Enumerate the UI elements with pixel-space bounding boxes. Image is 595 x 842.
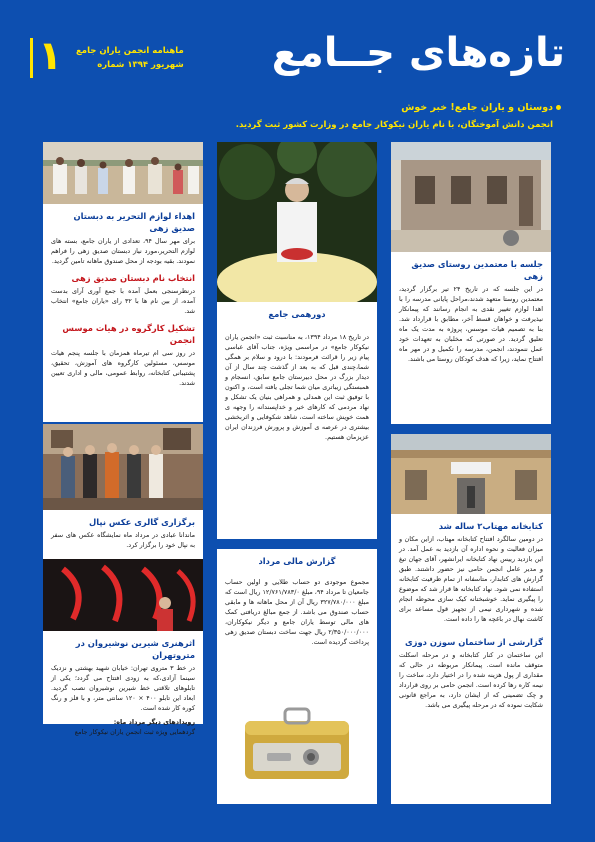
library-photo — [391, 434, 551, 514]
finance-body: مجموع موجودی دو حساب طلایی و اولین حساب جامعیان تا مرداد ۹۴، مبلغ ۱۲/۷۶۱/۷۸۳/۰ ریال است که مبلغ ۳۲۷/۷۸۰/۰۰۰ ریال آن از محل ماهانه ها و مابقی حساب صندوق می باشد. از جمع مبالغ دریافتی کمک های مالی توسط یاران جامع و دیگر نیکوکاران، ۲/۳۵۰/۰۰۰/۰۰۰ ریال جهت ساخت دبستان صدیق زهی پرداخت گردیده است. — [225, 578, 369, 646]
finance-box — [217, 549, 377, 804]
publication-name: ماهنامه انجمن یاران جامع — [76, 46, 184, 56]
embroidery-heading: گزارشی از ساختمان سوزن دوزی — [404, 637, 543, 647]
nepal-heading: برگزاری گالری عکس نپال — [88, 517, 195, 527]
workgroup-heading: تشکیل کارگروه در هیات موسس انجمن — [62, 323, 195, 345]
nepal-gallery-box — [43, 510, 203, 559]
nepal-body: ماندانا عبادی در مرداد ماه نمایشگاه عکس های سفر به نپال خود را برگزار کرد. — [51, 531, 195, 549]
library-box — [391, 514, 551, 804]
supplies-heading: اهداء لوازم التحریر به دبستان صدیق زهی — [73, 211, 195, 233]
nepal-gallery-photo — [43, 424, 203, 510]
left-column-top — [43, 204, 203, 422]
workgroup-body: در روز سی ام تیرماه همزمان با جلسه پنجم هیات موسس، مسئولین کارگروه های آموزش، تحقیق، پشتیبانی کتابخانه، روابط عمومی، مالی و اداری تعیین شدند. — [51, 349, 195, 387]
metro-artwork-photo — [43, 559, 203, 631]
library-heading: کتابخانه مهتاب۲ ساله شد — [438, 521, 543, 531]
events-body: گردهمایی ویژه ثبت انجمن یاران نیکوکار جامع — [74, 728, 195, 736]
village-meeting-box — [391, 252, 551, 424]
metro-artwork-box — [43, 631, 203, 736]
events-label: رویدادهای دیگر مرداد ماه: — [113, 718, 195, 726]
village-meeting-body: در این جلسه که در تاریخ ۲۴ تیر برگزار گردید، معتمدین روستا متعهد شدند،مراحل پایانی مدرسه را با اهدا لوازم تغییر نقدی به انجام رسانند که پیمانکار نیذیرفت و خواهان قسط آخر، مطابق با قرارداد شد. بنا به تصمیم هیات موسس، پروژه به مدت یک ماه تعلیق گردید. در صورتی که مخلبان به تعهدات خود عمل ننمودند، انجمن، مدرسه را تکمیل و در مهر ماه افتتاح نماید، زیرا که هدف کودکان روستا می باشند. — [399, 285, 543, 363]
masthead-info — [76, 44, 184, 72]
finance-heading: گزارش مالی مرداد — [258, 556, 336, 566]
naming-body: درنظرسنجی بعمل آمده با جمع آوری آرای بدست آمده، از بین نام ها با ۳۲ رای «یاران جامع» انتخاب شد. — [51, 287, 195, 315]
issue-label: شهریور ۱۳۹۴ شماره — [97, 60, 184, 70]
embroidery-body: این ساختمان در کنار کتابخانه و در مرحله اسکلت متوقف مانده است. پیمانکار مربوطه در حالی که مقداری از پول هزینه شده را در اختیار دارد، ساخت را نیمه کاره رها کرده است. انجمن حامی بر روی قرارداد و چک تضمینی که از ایشان دارد، به مراجع قانونی شکایت نموده که در مرحله پیگیری می باشد. — [399, 651, 543, 709]
issue-divider — [30, 38, 33, 78]
cash-box-icon — [239, 699, 355, 787]
bullet-icon — [556, 105, 561, 110]
village-meeting-heading: جلسه با معتمدین روستای صدیق زهی — [411, 259, 543, 281]
naming-heading: انتخاب نام دبستان صدیق زهی — [71, 273, 195, 283]
intro-text: انجمن دانش آموختگان، با نام یاران نیکوکار جامع در وزارت کشور ثبت گردید. — [235, 120, 553, 130]
metro-body: در خط ۳ متروی تهران: خیابان شهید بهشتی و نزدیک سینما آزادی،که به زودی افتتاح می گردد؛ یکی از تابلوهای تلاقتی خط شیرین نوشیروان نصب گردید. ابعاد این تابلو ۴۰۰ × ۱۲۰ سانتی متر، و با فلز و رنگ کوره کار شده است. — [51, 664, 195, 712]
school-supplies-photo — [43, 142, 203, 204]
metro-heading: اثرهنری شیرین نوشیروان در متروتهران — [75, 638, 195, 660]
issue-number: ۱ — [38, 33, 63, 79]
intro-greeting: دوستان و یاران جامع! خبر خوش — [401, 102, 553, 113]
gathering-body: در تاریخ ۱۸ مرداد ۱۳۹۴، به مناسبت ثبت «انجمن یاران نیکوکار جامع» در مراسمی ویژه، جناب آقای عباسی پیام زیر را قرائت فرمودند: با درود و سلام بر همگی شما،چندی قبل که به بعد از گذشت چند سال از آن دیدار بزرگ در محل دبیرستان جامع سابق، انسجام و همبستگی زیباتری میان شما تجلی یافته است، و اکنون با توفیق ثبت این همدلی و همراهی بنیان یک تشکل و نهاد مردمی که کارهای خیر و خداپسندانه را وجهه ی همت خویش ساخته است، شاهد شکوفایی و اثربخشی بیشتری در عرصه ی آموزش و پرورش فرزندان ایران عزیزمان هستیم. — [225, 333, 369, 441]
village-school-photo — [391, 142, 551, 252]
supplies-body: برای مهر سال ۹۴، تعدادی از یاران جامع، بسته های لوازم التحریر،مورد نیاز دبستان صدیق زهی را فراهم نمودند. بقیه بودجه از محل صندوق ماهانه تامین گردید. — [51, 237, 195, 265]
gathering-heading: دورهمی جامع — [268, 309, 326, 319]
gathering-cake-photo — [217, 142, 377, 302]
gathering-box — [217, 302, 377, 539]
masthead-title: تازه‌های جــامع — [271, 30, 565, 76]
library-body: در دومین سالگرد افتتاح کتابخانه مهتاب، ازاین مکان و میزان فعالیت و نحوه اداره آن بازدید به عمل آمد. در این بازدید رییس نهاد کتابخانه ایرانشهر، آقای جهان تیغ و مدیر عامل انجمن حامی نیز حضور داشتند. طبق گزارش های کتابدار، متاسفانه از تمام ظرفیت کتابخانه استفاده نمی شود. نهاد کتابخانه ها قرار شد که موضوع را پیگیری نماید. خوشبختانه کیک سازی محوطه انجام شده و شهرداری نیمی از تجهیز قول مساعد برای کاشت نهال در باغچه ها را داده است. — [399, 535, 543, 623]
